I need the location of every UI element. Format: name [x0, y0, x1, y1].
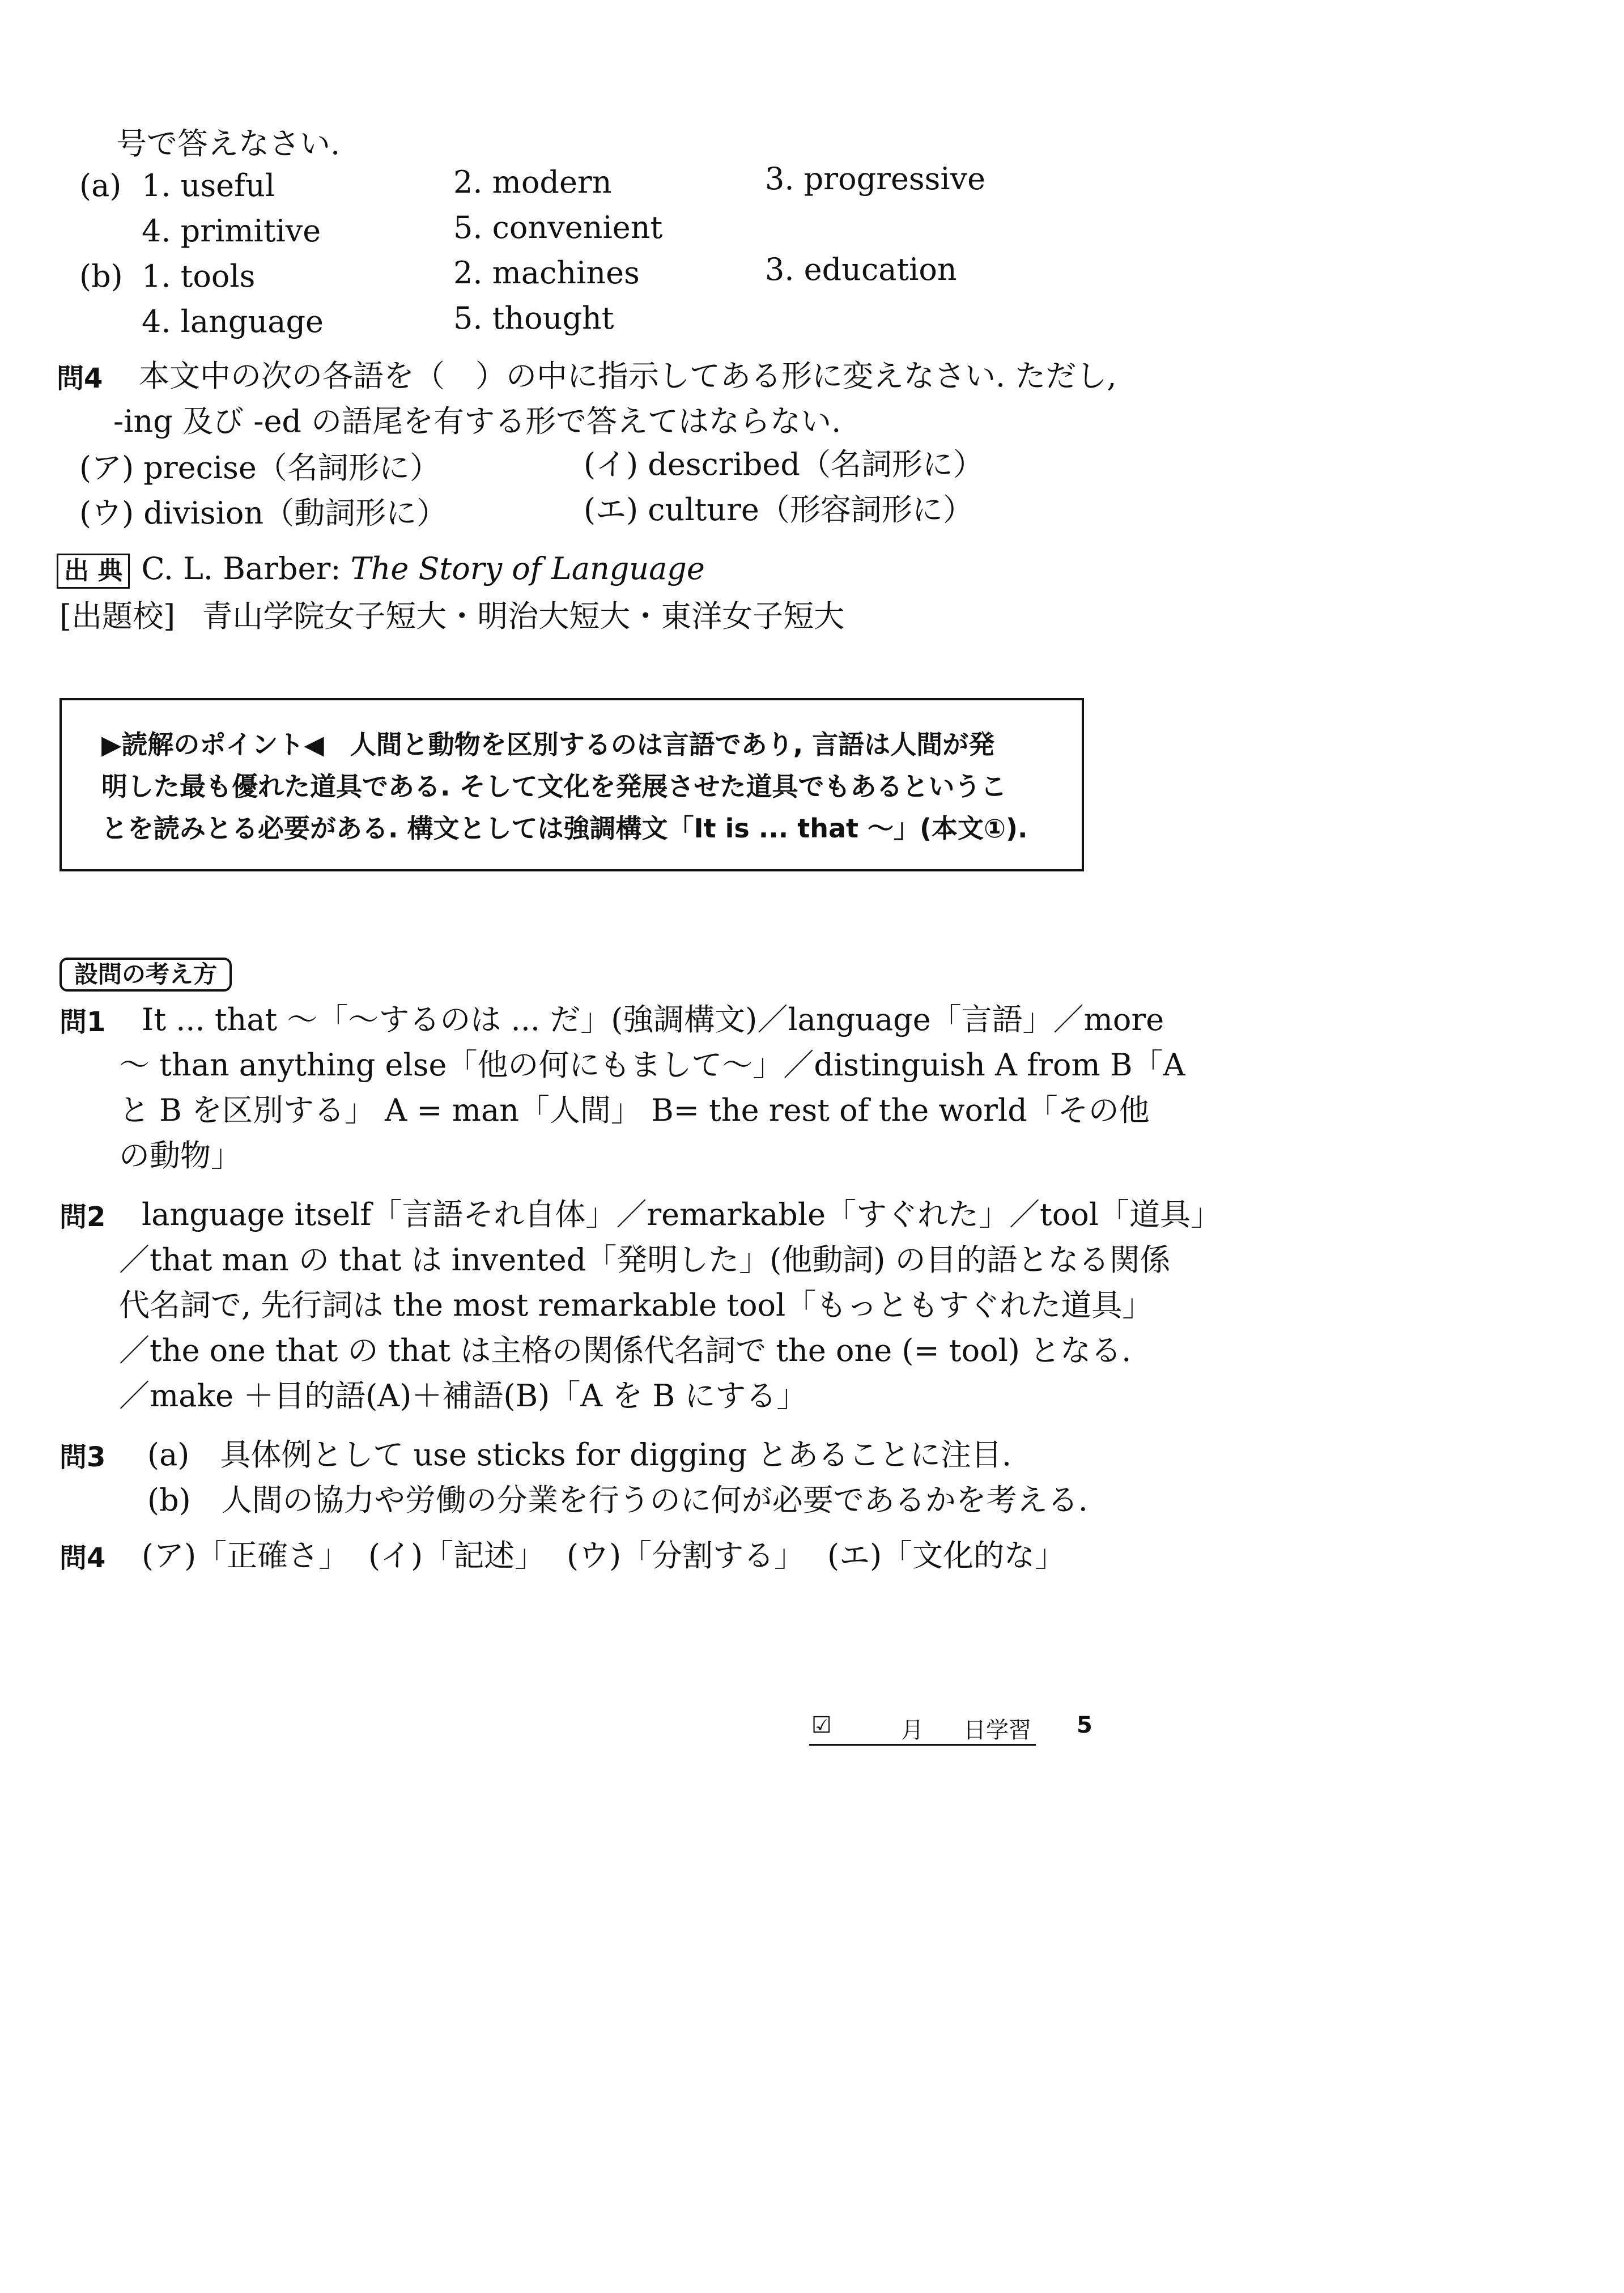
source-schools: 青山学院女子短大・明治大短大・東洋女子短大 — [202, 598, 845, 634]
guide-q2-line-2: ／that man の that は invented「発明した」(他動詞) の目的語となる関係 — [119, 1242, 1171, 1278]
q3-a-option-1: 1. useful — [142, 168, 275, 203]
guide-q4-item-c: (ウ)「分割する」 — [567, 1538, 805, 1573]
reading-point-line-1: ▶読解のポイント◀ 人間と動物を区別するのは言語であり, 言語は人間が発 — [101, 729, 995, 760]
q3-b-option-3: 3. education — [765, 252, 957, 287]
guide-q4-item-a: (ア)「正確さ」 — [142, 1538, 350, 1573]
guide-q4-label: 問4 — [59, 1542, 106, 1574]
q3-b-label: (b) — [79, 258, 123, 294]
q4-item-d: (エ) culture（形容詞形に） — [584, 492, 973, 527]
guide-q1-line-2: ～ than anything else「他の何にもまして～」／distinguish A from B「A — [119, 1047, 1185, 1083]
source-schools-label: [出題校] — [59, 598, 176, 634]
source-title: The Story of Language — [350, 551, 705, 586]
q4-label: 問4 — [57, 363, 103, 394]
q4-text-line-2: -ing 及び -ed の語尾を有する形で答えてはならない. — [113, 403, 841, 439]
q4-item-b: (イ) described（名詞形に） — [584, 446, 984, 482]
guide-q3-label: 問3 — [59, 1441, 106, 1473]
q3-a-label: (a) — [79, 168, 122, 203]
guide-q4-item-d: (エ)「文化的な」 — [827, 1538, 1066, 1573]
reading-point-box — [59, 698, 1084, 871]
q3-b-option-1: 1. tools — [142, 258, 256, 294]
q3-a-option-5: 5. convenient — [453, 210, 663, 245]
source-author: C. L. Barber: — [141, 551, 351, 586]
guide-q1-line-4: の動物」 — [119, 1138, 241, 1173]
source-label: 出 典 — [57, 554, 130, 589]
q3-intro: 号で答えなさい. — [116, 126, 341, 161]
q3-a-option-4: 4. primitive — [142, 213, 321, 249]
guide-q2-label: 問2 — [59, 1201, 106, 1233]
guide-q1-line-1: It ... that ～「～するのは ... だ」(強調構文)／language「言語」／more — [142, 1002, 1164, 1037]
page-number: 5 — [1077, 1712, 1092, 1738]
q3-a-option-2: 2. modern — [453, 164, 612, 200]
study-day-label: 日学習 — [963, 1717, 1031, 1743]
guide-q2-line-5: ／make ＋目的語(A)＋補語(B)「A を B にする」 — [119, 1378, 807, 1414]
guide-q2-line-4: ／the one that の that は主格の関係代名詞で the one (= tool) となる. — [119, 1333, 1132, 1368]
guide-q1-line-3: と B を区別する」 A = man「人間」 B= the rest of the world「その他 — [119, 1092, 1150, 1128]
q3-b-option-5: 5. thought — [453, 300, 614, 336]
q3-a-option-3: 3. progressive — [765, 161, 986, 197]
study-record-underline — [809, 1744, 1036, 1746]
guide-q3-line-b: (b) 人間の協力や労働の分業を行うのに何が必要であるかを考える. — [147, 1482, 1088, 1518]
source-schools-line — [59, 596, 844, 637]
q4-item-c: (ウ) division（動詞形に） — [79, 495, 448, 531]
source-line — [57, 548, 705, 589]
guide-q3-line-a: (a) 具体例として use sticks for digging とあることに注目. — [147, 1437, 1012, 1473]
study-month-label: 月 — [901, 1717, 924, 1743]
guide-q1-label: 問1 — [59, 1006, 106, 1038]
reading-point-line-3: とを読みとる必要がある. 構文としては強調構文「It is ... that ～」(本文①). — [101, 813, 1028, 844]
q4-text-line-1: 本文中の次の各語を（ ）の中に指示してある形に変えなさい. ただし, — [139, 358, 1117, 394]
guide-q2-line-3: 代名詞で, 先行詞は the most remarkable tool「もっともすぐれた道具」 — [119, 1287, 1153, 1323]
q4-item-a: (ア) precise（名詞形に） — [79, 450, 440, 486]
reading-point-line-2: 明した最も優れた道具である. そして文化を発展させた道具でもあるというこ — [101, 771, 1007, 802]
guide-q4-item-b: (イ)「記述」 — [368, 1538, 546, 1573]
q3-b-option-2: 2. machines — [453, 255, 640, 291]
guide-heading: 設問の考え方 — [59, 958, 232, 992]
guide-q2-line-1: language itself「言語それ自体」／remarkable「すぐれた」／tool「道具」 — [142, 1197, 1222, 1232]
q3-b-option-4: 4. language — [142, 304, 324, 339]
study-checkbox-icon: ☑ — [811, 1712, 832, 1738]
